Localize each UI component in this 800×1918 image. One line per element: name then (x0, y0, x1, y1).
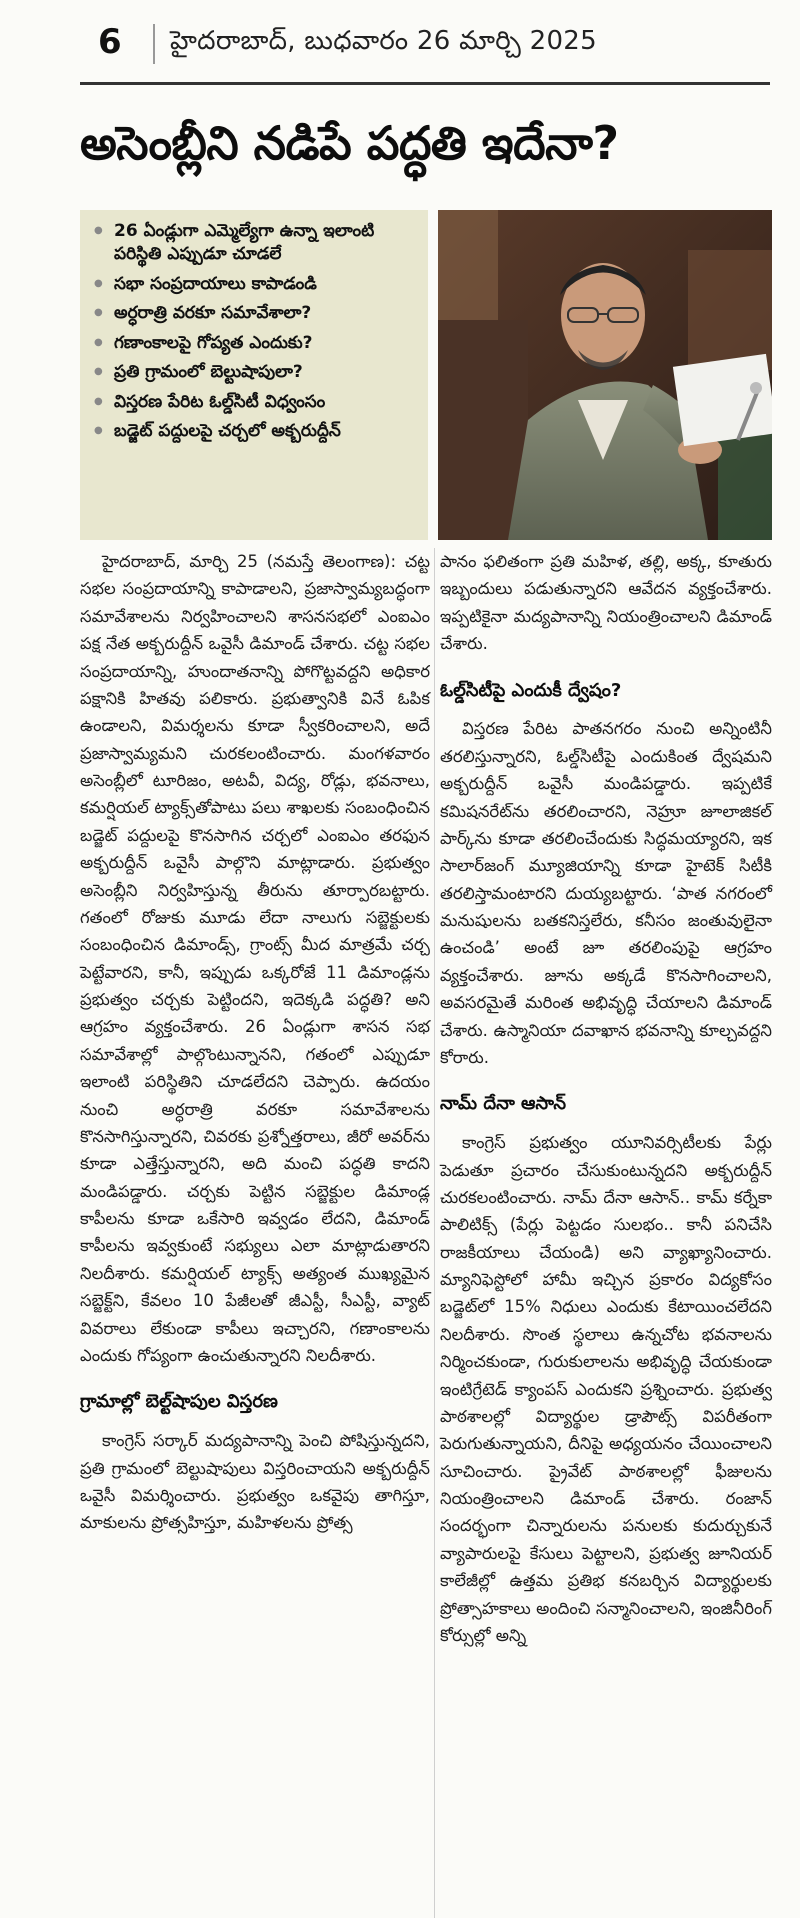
article-paragraph: పానం ఫలితంగా ప్రతి మహిళ, తల్లి, అక్క, కూతురు ఇబ్బందులు పడుతున్నారని ఆవేదన వ్యక్తంచేశారు. ఇప్పటికైనా మద్యపానాన్ని నియంత్రించాలని డిమాండ్ చేశారు. (440, 552, 772, 654)
article-paragraph: కాంగ్రెస్ ప్రభుత్వం యూనివర్సిటీలకు పేర్లు పెడుతూ ప్రచారం చేసుకుంటున్నదని అక్బరుద్దీన్ చురకలంటించారు. నామ్ దేనా ఆసాన్.. కామ్ కర్నేకా పాలిటిక్స్ (పేర్లు పెట్టడం సులభం.. కానీ పనిచేసి రాజకీయాలు చేయండి) అని వ్యాఖ్యానించారు. మ్యానిఫెస్టోలో హామీ ఇచ్చిన ప్రకారం విద్యకోసం బడ్జెట్‌లో 15% నిధులు ఎందుకు కేటాయించలేదని నిలదీశారు. సొంత స్థలాలు ఉన్నచోట భవనాలను నిర్మించకుండా, గురుకులాలను అభివృద్ధి చేయకుండా ఇంటిగ్రేటెడ్ క్యాంపస్ ఎందుకని ప్రశ్నించారు. ప్రభుత్వ పాఠశాలల్లో విద్యార్థుల డ్రాపౌట్స్ విపరీతంగా పెరుగుతున్నాయని, దీనిపై అధ్యయనం చేయించాలని సూచించారు. ప్రైవేట్ పాఠశాలల్లో ఫీజులను నియంత్రించాలని డిమాండ్ చేశారు. రంజాన్ సందర్భంగా చిన్నారులను పనులకు కుదుర్చుకునే వ్యాపారులపై కేసులు పెట్టాలని, ప్రభుత్వ జూనియర్ కాలేజీల్లో ఉత్తమ ప్రతిభ కనబర్చిన విద్యార్థులకు ప్రోత్సాహకాలు అందించి సన్మానించాలని, ఇంజినీరింగ్ కోర్సుల్లో అన్ని (440, 1133, 772, 1645)
highlight-item: ● గణాంకాలపై గోప్యత ఎందుకు? (92, 332, 422, 355)
highlight-item: ● విస్తరణ పేరిట ఓల్డ్‌సిటీ విధ్వంసం (92, 391, 422, 414)
highlights-box (80, 210, 428, 540)
headline: అసెంబ్లీని నడిపే పద్ధతి ఇదేనా? (80, 116, 619, 170)
masthead-rule (80, 82, 770, 85)
masthead-divider (153, 24, 155, 64)
highlight-item: ● అర్ధరాత్రి వరకూ సమావేశాలా? (92, 302, 422, 325)
highlight-item: ● ప్రతి గ్రామంలో బెల్టుషాపులా? (92, 361, 422, 384)
photo-illustration (438, 210, 772, 540)
highlight-item: ● సభా సంప్రదాయాలు కాపాడండి (92, 273, 422, 296)
subheading: నామ్ దేనా ఆసాన్ (440, 1093, 566, 1115)
column-divider (434, 548, 435, 1918)
article-paragraph: కాంగ్రెస్ సర్కార్ మద్యపానాన్ని పెంచి పోషిస్తున్నదని, ప్రతి గ్రామంలో బెల్టుషాపులు విస్తరించాయని అక్బరుద్దీన్ ఒవైసీ విమర్శించారు. ప్రభుత్వం ఒకవైపు తాగిస్తూ, మాకులను ప్రోత్సహిస్తూ, మహిళలను ప్రోత్స (80, 1431, 430, 1533)
masthead (0, 0, 800, 100)
highlights-list (92, 220, 422, 444)
article-column-left (80, 548, 430, 1543)
dateline: హైదరాబాద్, బుధవారం 26 మార్చి 2025 (170, 26, 597, 56)
highlight-item: ● బడ్జెట్ పద్దులపై చర్చలో అక్బరుద్దీన్ (92, 420, 422, 443)
article-paragraph: విస్తరణ పేరిట పాతనగరం నుంచి అన్నింటినీ తరలిస్తున్నారని, ఓల్డ్‌సిటీపై ఎందుకింత ద్వేషమని అక్బరుద్దీన్ ఒవైసీ మండిపడ్డారు. ఇప్పటికే కమిషనరేట్‌ను తరలించారని, నెహ్రూ జూలాజికల్ పార్క్‌ను కూడా తరలించేందుకు సిద్ధమయ్యారని, ఇక సాలార్‌జంగ్ మ్యూజియాన్ని కూడా హైటెక్ సిటీకి తరలిస్తామంటారని దుయ్యబట్టారు. ‘పాత నగరంలో మనుషులను బతకనిస్తలేరు, కనీసం జంతువులైనా ఉంచండి’ అంటే జూ తరలింపుపై ఆగ్రహం వ్యక్తంచేశారు. జూను అక్కడే కొనసాగించాలని, అవసరమైతే మరింత అభివృద్ధి చేయాలని డిమాండ్ చేశారు. ఉస్మానియా దవాఖాన భవనాన్ని కూల్చవద్దని కోరారు. (440, 719, 772, 1067)
subheading: ఓల్డ్‌సిటీపై ఎందుకీ ద్వేషం? (440, 679, 622, 701)
article-paragraph: హైదరాబాద్, మార్చి 25 (నమస్తే తెలంగాణ): చట్ట సభల సంప్రదాయాన్ని కాపాడాలని, ప్రజాస్వామ్యబద్ధంగా సమావేశాలను నిర్వహించాలని శాసనసభలో ఎంఐఎం పక్ష నేత అక్బరుద్దీన్ ఒవైసీ డిమాండ్ చేశారు. చట్ట సభల సంప్రదాయాన్ని, హుందాతనాన్ని పోగొట్టవద్దని అధికార పక్షానికి హితవు పలికారు. ప్రభుత్వానికి వినే ఓపిక ఉండాలని, విమర్శలను కూడా స్వీకరించాలని, అదే ప్రజాస్వామ్యమని చురకలంటించారు. మంగళవారం అసెంబ్లీలో టూరిజం, అటవీ, విద్య, రోడ్లు, భవనాలు, కమర్షియల్ ట్యాక్స్‌తోపాటు పలు శాఖలకు సంబంధించిన బడ్జెట్ పద్దులపై కొనసాగిన చర్చలో ఎంఐఎం తరఫున అక్బరుద్దీన్ ఒవైసీ పాల్గొని మాట్లాడారు. ప్రభుత్వం అసెంబ్లీని నిర్వహిస్తున్న తీరును తూర్పారబట్టారు. గతంలో రోజుకు మూడు లేదా నాలుగు సబ్జెక్టులకు సంబంధించిన డిమాండ్స్, గ్రాంట్స్ మీద మాత్రమే చర్చ పెట్టేవారని, కానీ, ఇప్పుడు ఒక్కరోజే 11 డిమాండ్లను ప్రభుత్వం చర్చకు పెట్టిందని, ఇదెక్కడి పద్ధతి? అని ఆగ్రహం వ్యక్తంచేశారు. 26 ఏండ్లుగా శాసన సభ సమావేశాల్లో పాల్గొంటున్నానని, గతంలో ఎప్పుడూ ఇలాంటి పరిస్థితిని చూడలేదని చెప్పారు. ఉదయం నుంచి అర్ధరాత్రి వరకూ సమావేశాలను కొనసాగిస్తున్నారని, చివరకు ప్రశ్నోత్తరాలు, జీరో అవర్‌ను కూడా ఎత్తేస్తున్నారని, అది మంచి పద్ధతి కాదని మండిపడ్డారు. చర్చకు పెట్టిన సబ్జెక్టుల డిమాండ్ల కాపీలను కూడా ఒకేసారి ఇవ్వడం లేదని, డిమాండ్ కాపీలను ఇవ్వకుంటే సభ్యులు ఎలా మాట్లాడుతారని నిలదీశారు. కమర్షియల్ ట్యాక్స్ అత్యంత ముఖ్యమైన సబ్జెక్ట్‌ని, కేవలం 10 పేజీలతో జీఎస్టీ, సీఎస్టీ, వ్యాట్ వివరాలు లేకుండా కాపీలు ఇచ్చారని, గణాంకాలను ఎందుకు గోప్యంగా ఉంచుతున్నారని నిలదీశారు. (80, 552, 430, 1365)
highlight-item: ● 26 ఏండ్లుగా ఎమ్మెల్యేగా ఉన్నా ఇలాంటి పరిస్థితి ఎప్పుడూ చూడలే (92, 220, 422, 267)
page-number: 6 (98, 22, 122, 62)
subheading: గ్రామాల్లో బెల్ట్‌షాపుల విస్తరణ (80, 1391, 278, 1413)
article-column-right (440, 548, 772, 1655)
photo-image-icon (438, 210, 772, 540)
